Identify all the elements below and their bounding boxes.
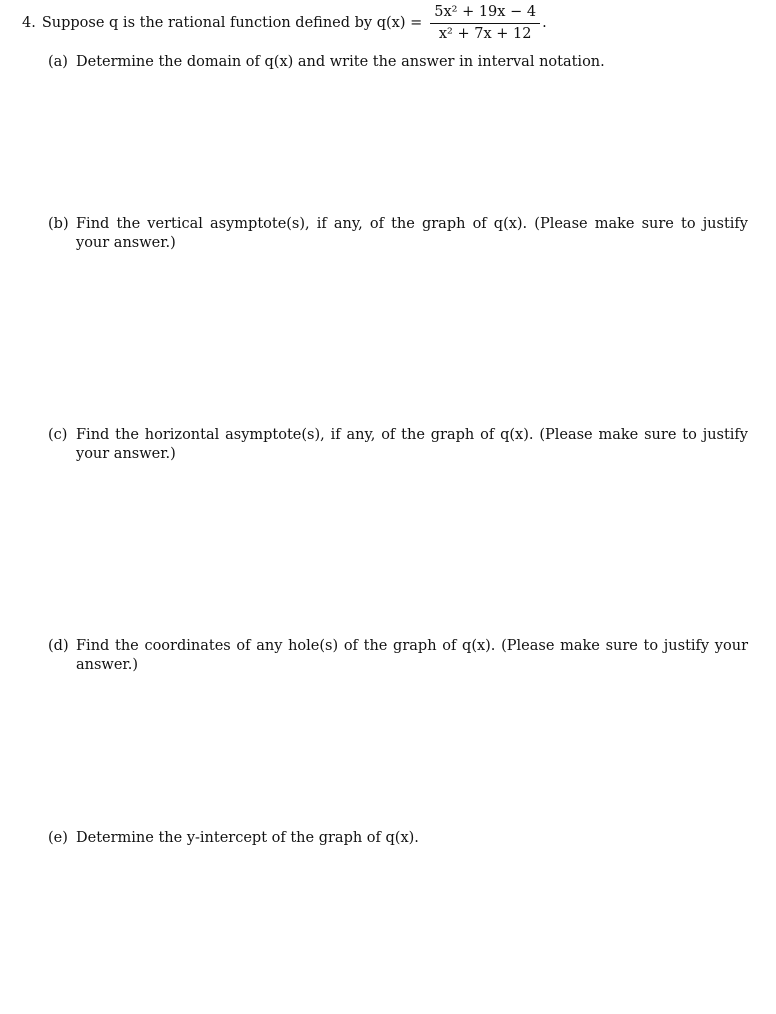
part-d-label: (d) [48,638,69,654]
problem-number: 4. [22,15,36,32]
part-d-text: Find the coordinates of any hole(s) of the graph of q(x). (Please make sure to justify your answer.) [76,638,748,673]
part-b [48,215,748,253]
part-e [48,829,748,848]
part-c [48,426,748,464]
problem-statement [22,4,547,42]
part-b-text: Find the vertical asymptote(s), if any, of the graph of q(x). (Please make sure to justify your answer.) [76,216,748,251]
rational-fraction [430,4,540,42]
part-e-label: (e) [48,830,68,846]
part-a-label: (a) [48,54,68,70]
part-c-text: Find the horizontal asymptote(s), if any, of the graph of q(x). (Please make sure to justify your answer.) [76,427,748,462]
part-b-label: (b) [48,216,69,232]
fraction-numerator: 5x² + 19x − 4 [430,4,540,24]
problem-intro: Suppose q is the rational function defined by q(x) = [41,15,423,32]
part-d [48,637,748,675]
part-c-label: (c) [48,427,68,443]
statement-period: . [542,15,547,32]
part-a [48,53,748,72]
part-a-text: Determine the domain of q(x) and write the answer in interval notation. [76,54,605,70]
part-e-text: Determine the y-intercept of the graph of q(x). [76,830,419,846]
fraction-denominator: x² + 7x + 12 [438,25,532,42]
